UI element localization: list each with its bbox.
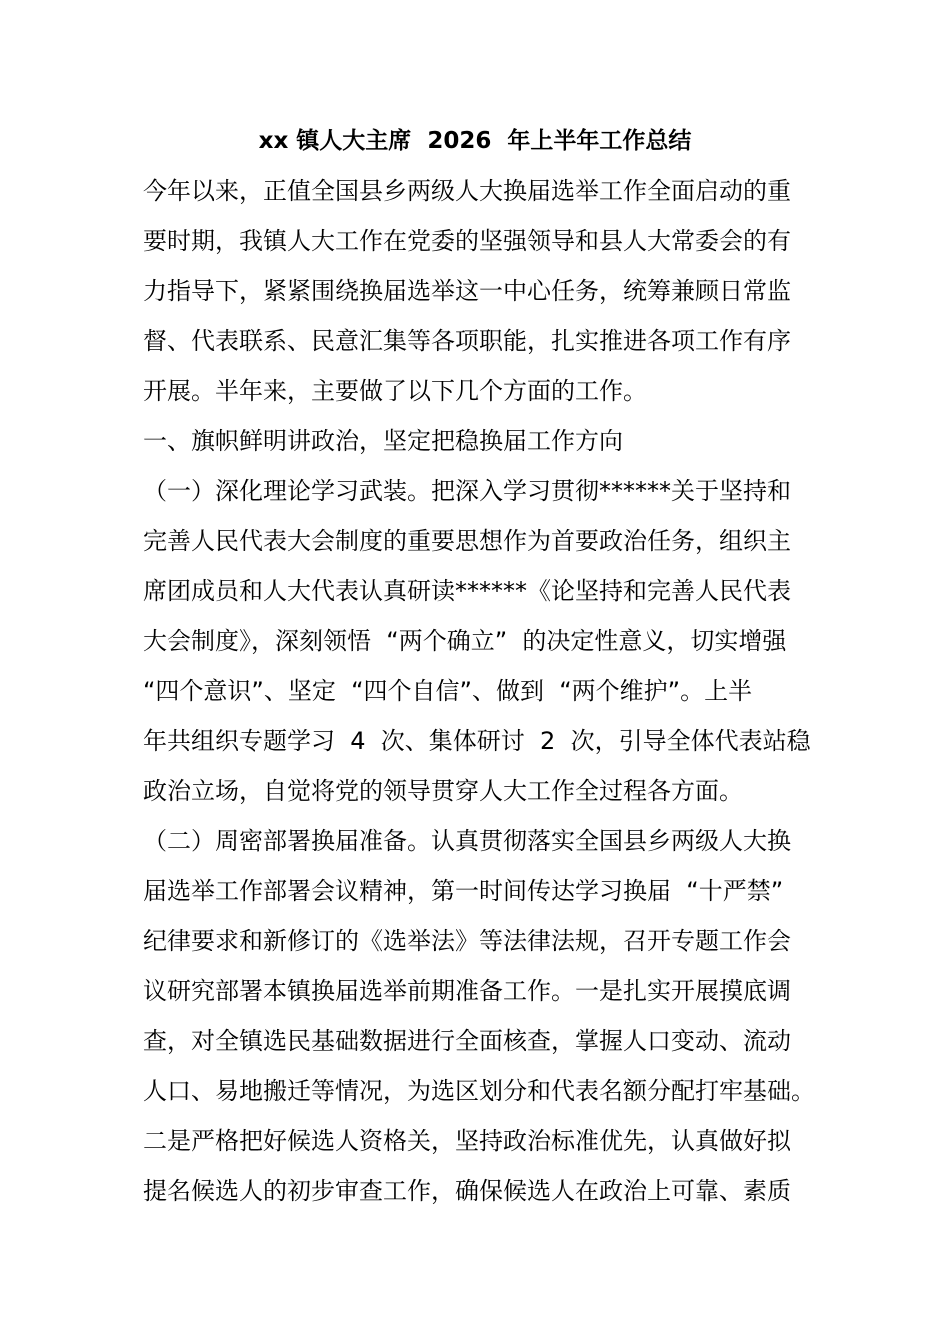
paragraph-line: 届选举工作部署会议精神，第一时间传达学习换届 “十严禁”: [143, 877, 784, 905]
paragraph-line: 大会制度》，深刻领悟 “两个确立” 的决定性意义，切实增强: [143, 627, 787, 655]
paragraph-line: 要时期，我镇人大工作在党委的坚强领导和县人大常委会的有: [143, 227, 791, 255]
paragraph-line: 力指导下，紧紧围绕换届选举这一中心任务，统筹兼顾日常监: [143, 277, 791, 305]
paragraph-line: 二是严格把好候选人资格关，坚持政治标准优先，认真做好拟: [143, 1127, 791, 1155]
paragraph-line: 开展。半年来，主要做了以下几个方面的工作。: [143, 377, 647, 405]
paragraph-line: 完善人民代表大会制度的重要思想作为首要政治任务，组织主: [143, 527, 791, 555]
paragraph-line: 年共组织专题学习 4 次、集体研讨 2 次，引导全体代表站稳: [143, 727, 811, 755]
paragraph-line: 查，对全镇选民基础数据进行全面核查，掌握人口变动、流动: [143, 1027, 791, 1055]
paragraph-line: （一）深化理论学习武装。把深入学习贯彻******关于坚持和: [143, 477, 791, 505]
paragraph-line: 人口、易地搬迁等情况，为选区划分和代表名额分配打牢基础。: [143, 1077, 815, 1105]
paragraph-line: 今年以来，正值全国县乡两级人大换届选举工作全面启动的重: [143, 177, 791, 205]
document-title: xx 镇人大主席 2026 年上半年工作总结: [258, 128, 692, 154]
paragraph-line: 提名候选人的初步审查工作，确保候选人在政治上可靠、素质: [143, 1177, 791, 1205]
paragraph-line: “四个意识”、坚定 “四个自信”、做到 “两个维护”。上半: [143, 677, 753, 705]
paragraph-line: 席团成员和人大代表认真研读******《论坚持和完善人民代表: [143, 577, 791, 605]
paragraph-line: 政治立场，自觉将党的领导贯穿人大工作全过程各方面。: [143, 777, 743, 805]
paragraph-line: （二）周密部署换届准备。认真贯彻落实全国县乡两级人大换: [143, 827, 791, 855]
section-heading: 一、旗帜鲜明讲政治，坚定把稳换届工作方向: [143, 427, 623, 455]
paragraph-line: 议研究部署本镇换届选举前期准备工作。一是扎实开展摸底调: [143, 977, 791, 1005]
paragraph-line: 督、代表联系、民意汇集等各项职能，扎实推进各项工作有序: [143, 327, 791, 355]
paragraph-line: 纪律要求和新修订的《选举法》等法律法规，召开专题工作会: [143, 927, 791, 955]
